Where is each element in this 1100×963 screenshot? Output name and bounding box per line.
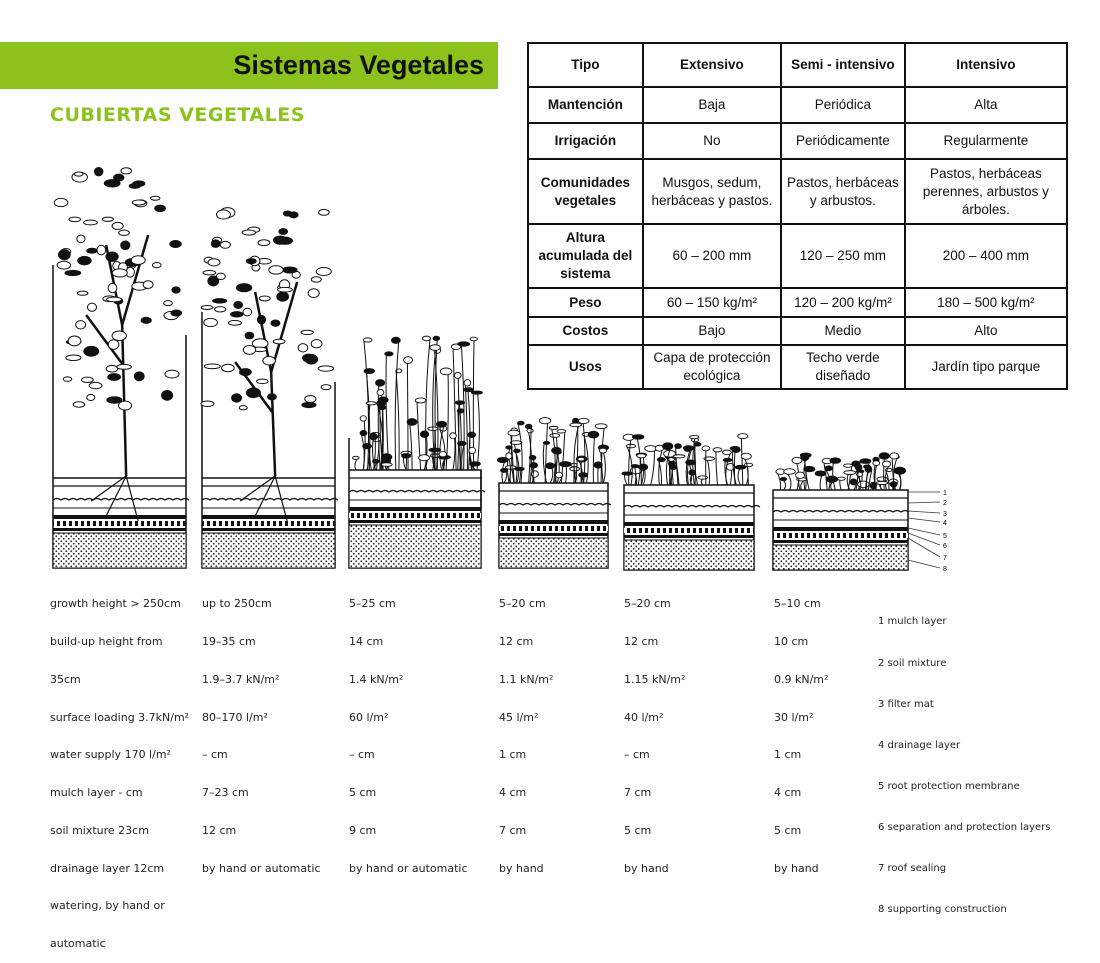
spec-column-2 [202, 573, 321, 888]
spec-line: 5–20 cm [624, 597, 671, 611]
spec-line: 80–170 l/m² [202, 710, 268, 724]
spec-line: 12 cm [499, 634, 534, 648]
row-label: Irrigación [528, 123, 643, 159]
spec-line: 5 cm [349, 786, 377, 800]
page-title: Sistemas Vegetales [233, 50, 484, 80]
table-cell: 60 – 200 mm [643, 224, 781, 288]
roof-section [201, 208, 338, 568]
spec-line: 7 cm [499, 823, 527, 837]
spec-line: 7–23 cm [202, 786, 249, 800]
layer-number: 2 [943, 500, 947, 507]
spec-column-3 [349, 573, 468, 888]
table-cell: Regularmente [905, 123, 1067, 159]
spec-line: 1 cm [774, 748, 802, 762]
spec-line: 1.15 kN/m² [624, 672, 686, 686]
table-header-cell: Extensivo [643, 43, 781, 87]
spec-line: 40 l/m² [624, 710, 664, 724]
legend-item: 7 roof sealing [878, 863, 947, 875]
spec-line: surface loading 3.7kN/m² [50, 710, 190, 724]
layer-number-markers [908, 490, 947, 573]
spec-line: 45 l/m² [499, 710, 539, 724]
layer-number: 4 [943, 520, 947, 527]
legend-item: 3 filter mat [878, 698, 934, 710]
spec-line: 19–35 cm [202, 634, 256, 648]
layer-legend [878, 588, 1051, 931]
spec-line: 1 cm [499, 748, 527, 762]
spec-line: 35cm [50, 672, 81, 686]
legend-item: 2 soil mixture [878, 657, 947, 669]
table-cell: 60 – 150 kg/m² [643, 288, 781, 317]
roof-section-group [53, 167, 909, 570]
spec-line: by hand [624, 861, 669, 875]
table-cell: Pastos, herbáceas y arbustos. [781, 159, 905, 224]
spec-line: 60 l/m² [349, 710, 389, 724]
row-label: Peso [528, 288, 643, 317]
spec-line: – cm [349, 748, 375, 762]
spec-line: 9 cm [349, 823, 377, 837]
spec-line: automatic [50, 937, 106, 951]
spec-column-5 [624, 573, 685, 888]
table-cell: 120 – 200 kg/m² [781, 288, 905, 317]
spec-line: by hand [499, 861, 544, 875]
spec-line: 10 cm [774, 634, 809, 648]
table-cell: Jardín tipo parque [905, 345, 1067, 389]
spec-line: up to 250cm [202, 597, 272, 611]
spec-line: 12 cm [624, 634, 659, 648]
table-cell: Alta [905, 87, 1067, 123]
row-label: Altura acumulada del sistema [528, 224, 643, 288]
table-cell: No [643, 123, 781, 159]
layer-number: 8 [943, 566, 947, 573]
layer-number: 1 [943, 490, 947, 497]
spec-line: 5 cm [624, 823, 652, 837]
roof-section [497, 418, 611, 568]
spec-line: 5–10 cm [774, 597, 821, 611]
roof-section [622, 434, 760, 570]
table-cell: 200 – 400 mm [905, 224, 1067, 288]
spec-line: 5 cm [774, 823, 802, 837]
spec-line: watering, by hand or [50, 899, 165, 913]
table-cell: 120 – 250 mm [781, 224, 905, 288]
layer-number: 7 [943, 555, 947, 562]
spec-line: soil mixture 23cm [50, 823, 149, 837]
spec-line: growth height > 250cm [50, 597, 181, 611]
layer-number: 3 [943, 511, 947, 518]
spec-line: 5–20 cm [499, 597, 546, 611]
spec-line: 4 cm [499, 786, 527, 800]
row-label: Costos [528, 317, 643, 345]
roof-section [773, 453, 909, 570]
row-label: Comunidades vegetales [528, 159, 643, 224]
table-cell: Periódica [781, 87, 905, 123]
spec-column-4 [499, 573, 553, 888]
table-header-cell: Intensivo [905, 43, 1067, 87]
legend-item: 8 supporting construction [878, 904, 1007, 916]
legend-item: 1 mulch layer [878, 616, 947, 628]
spec-line: by hand [774, 861, 819, 875]
table-header-cell: Semi - intensivo [781, 43, 905, 87]
table-cell: Pastos, herbáceas perennes, arbustos y árboles. [905, 159, 1067, 224]
table-cell: Capa de protección ecológica [643, 345, 781, 389]
spec-line: 14 cm [349, 634, 384, 648]
spec-line: 1.9–3.7 kN/m² [202, 672, 280, 686]
spec-line: – cm [202, 748, 228, 762]
legend-item: 5 root protection membrane [878, 780, 1020, 792]
spec-line: – cm [624, 748, 650, 762]
row-label: Mantención [528, 87, 643, 123]
table-cell: Periódicamente [781, 123, 905, 159]
spec-line: mulch layer - cm [50, 786, 143, 800]
spec-line: by hand or automatic [202, 861, 321, 875]
spec-column-6 [774, 573, 828, 888]
roof-section [349, 336, 485, 568]
spec-line: 0.9 kN/m² [774, 672, 829, 686]
table-cell: Musgos, sedum, herbáceas y pastos. [643, 159, 781, 224]
table-cell: Bajo [643, 317, 781, 345]
table-cell: 180 – 500 kg/m² [905, 288, 1067, 317]
spec-column-1 [50, 573, 189, 963]
spec-line: 1.4 kN/m² [349, 672, 404, 686]
table-cell: Alto [905, 317, 1067, 345]
table-cell: Medio [781, 317, 905, 345]
layer-number: 6 [943, 543, 947, 550]
section-subtitle: CUBIERTAS VEGETALES [50, 104, 305, 126]
spec-line: 12 cm [202, 823, 237, 837]
row-label: Usos [528, 345, 643, 389]
legend-item: 4 drainage layer [878, 739, 961, 751]
layer-number: 5 [943, 533, 947, 540]
table-header-cell: Tipo [528, 43, 643, 87]
spec-line: 1.1 kN/m² [499, 672, 554, 686]
table-cell: Baja [643, 87, 781, 123]
spec-line: water supply 170 l/m² [50, 748, 171, 762]
spec-line: 30 l/m² [774, 710, 814, 724]
spec-line: 5–25 cm [349, 597, 396, 611]
spec-line: build-up height from [50, 634, 163, 648]
table-cell: Techo verde diseñado [781, 345, 905, 389]
spec-line: by hand or automatic [349, 861, 468, 875]
spec-line: 4 cm [774, 786, 802, 800]
spec-line: 7 cm [624, 786, 652, 800]
legend-item: 6 separation and protection layers [878, 821, 1051, 833]
spec-line: drainage layer 12cm [50, 861, 165, 875]
roof-section [53, 167, 189, 568]
